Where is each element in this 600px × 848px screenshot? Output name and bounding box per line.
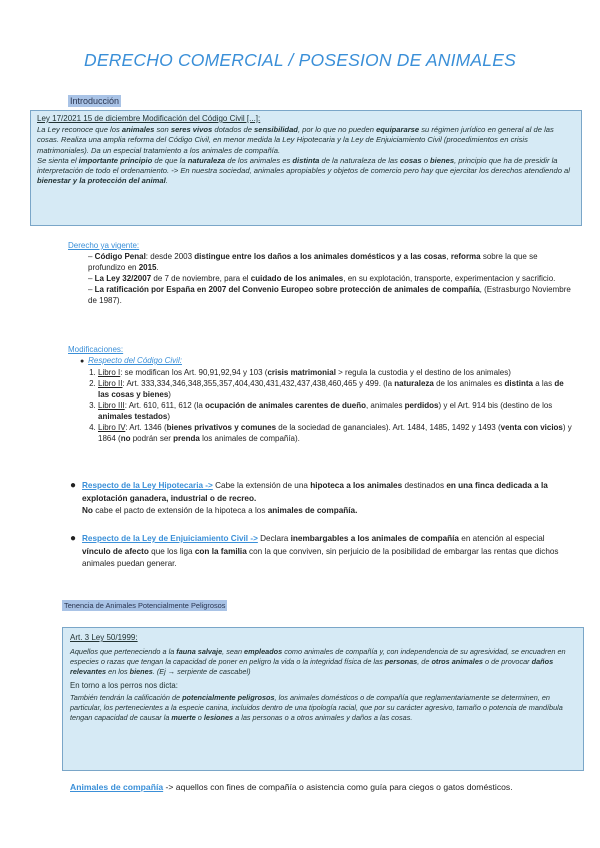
text-run: animales testados (98, 412, 168, 421)
text-run: Libro II (98, 379, 123, 388)
text-run: distinta (292, 155, 320, 165)
intro-box (30, 110, 582, 226)
text-run: , animales (365, 401, 405, 410)
text-run: : se modifican los Art. 90,91,92,94 y 103 ( (120, 368, 268, 377)
text-run: distinta (504, 379, 533, 388)
text-run: Aquellos que perteneciendo a la (70, 647, 177, 656)
text-run: perdidos (404, 401, 439, 410)
text-run: No (82, 506, 93, 515)
text-run: en atención al especial (459, 534, 545, 543)
text-run: lesiones (203, 713, 234, 722)
text-run: personas (384, 657, 418, 666)
text-run: – (88, 274, 95, 283)
list-item (98, 422, 573, 444)
text-run: 2015 (138, 263, 157, 272)
intro-paragraph-2 (37, 156, 575, 187)
text-run: , principio que ha de presidir la interpretación de todo el ordenamiento. -> En nuestra sociedad, animales apropiables y objetos de comercio pero hay que ejercitar los derechos atendiendo al (37, 155, 570, 176)
tenencia-box (62, 627, 584, 771)
text-run: , sean (222, 647, 245, 656)
text-run: bienestar y la protección del animal (37, 176, 166, 186)
text-run: : Art. 333,334,346,348,355,357,404,430,431,432,437,438,460,465 y 499. (la (122, 379, 395, 388)
animales-compania (70, 780, 590, 795)
hipotecaria-item (70, 480, 568, 518)
text-run: son (154, 125, 171, 135)
modificaciones-section (68, 344, 573, 444)
text-run: empleados (244, 647, 283, 656)
text-run: podrán ser (130, 434, 174, 443)
text-run: venta con vicios (500, 423, 563, 432)
page-title: DERECHO COMERCIAL / POSESION DE ANIMALES (84, 50, 516, 70)
text-run: distingue entre los daños a los animales domésticos y a las cosas (194, 252, 447, 261)
text-run: , (446, 252, 451, 261)
enjuiciamiento-item (70, 533, 568, 571)
text-run: a las (533, 379, 555, 388)
text-run: de los animales es (225, 155, 293, 165)
text-run: , los animales domésticos o de compañía que reglamentariamente se determinen, en particular, los pertenecientes a la especie canina, incluidos dentro de una tipología racial, que por su carácter agresivo, tamaño o potencia de mandíbula tengan capacidad de causar la (70, 693, 563, 722)
modificaciones-label: Modificaciones: (68, 345, 124, 354)
text-run: prenda (173, 434, 200, 443)
text-run: destinados (402, 481, 447, 490)
text-run: o de provocar (482, 657, 532, 666)
text-run: ) (167, 412, 171, 421)
list-item (98, 378, 573, 400)
tenencia-heading (62, 601, 227, 610)
vigente-item (68, 284, 573, 306)
text-run: otros animales (431, 657, 483, 666)
text-run: que los liga (148, 546, 195, 556)
text-run: , (Estrasburgo Noviembre de 1987). (88, 285, 571, 305)
text-run: : Art. 610, 611, 612 (la (124, 401, 206, 410)
tenencia-paragraph-1 (70, 647, 576, 677)
animales-compania-text: -> aquellos con fines de compañía o asistencia como guía para ciegos o gatos domésticos. (163, 782, 513, 792)
text-run: La Ley reconoce que los (37, 125, 122, 135)
text-run: daños relevantes (70, 657, 554, 676)
text-run: , en su explotación, transporte, experimentacion y sacrificio. (343, 274, 556, 283)
list-item (98, 367, 573, 378)
text-run: sobre la que se profundizo en (88, 252, 538, 272)
text-run: cosas (400, 155, 422, 165)
intro-paragraph-1 (37, 125, 575, 156)
animales-compania-label: Animales de compañía (70, 782, 164, 792)
text-run: cabe el pacto de extensión de la hipoteca a los (92, 506, 268, 515)
text-run: potencialmente peligrosos (182, 693, 275, 702)
text-run: – (88, 252, 95, 261)
text-run: Código Penal (94, 252, 146, 261)
text-run: o (421, 155, 431, 165)
text-run: También tendrán la calificación de (70, 693, 183, 702)
cc-label: Respecto del Código Civil: (88, 356, 182, 365)
text-run: bienes privativos y comunes (166, 423, 277, 432)
law-header: Ley 17/2021 15 de diciembre Modificación del Código Civil [...]: (37, 114, 261, 123)
text-run: importante principio (78, 155, 153, 165)
enjuiciamiento-text (82, 534, 559, 568)
text-run: los animales de compañía). (199, 434, 300, 443)
text-run: naturaleza (394, 379, 434, 388)
text-run: ) y el Art. 914 bis (destino de los (438, 401, 553, 410)
text-run: . (Ej → serpiente de cascabel) (152, 667, 251, 676)
vigente-section (68, 240, 573, 306)
bullet-icon: ● (80, 358, 89, 365)
text-run: de que la (152, 155, 188, 165)
text-run: La ratificación por España en 2007 del Convenio Europeo sobre protección de animales de compañía (94, 285, 480, 294)
text-run: La Ley 32/2007 (94, 274, 152, 283)
text-run: de las cosas y bienes (98, 379, 564, 399)
text-run: : Art. 1346 ( (125, 423, 167, 432)
text-run: hipoteca a los animales (310, 481, 403, 490)
text-run: seres vivos (170, 125, 213, 135)
text-run: como animales de compañía y, con independencia de su agresividad, se encuadren en especies o razas que tengan la capacidad de poner en peligro la vida o la integridad física de las (70, 647, 566, 666)
text-run: , de (417, 657, 432, 666)
text-run: – (88, 285, 95, 294)
text-run: con la familia (194, 546, 247, 556)
text-run: de los animales es (433, 379, 505, 388)
vigente-label: Derecho ya vigente: (68, 241, 140, 250)
text-run: dotados de (212, 125, 255, 135)
cc-heading (68, 355, 573, 367)
vigente-item (68, 273, 573, 284)
perros-label: En torno a los perros nos dicta: (70, 681, 178, 690)
text-run: ocupación de animales carentes de dueño (205, 401, 366, 410)
section-link[interactable]: Respecto de la Ley de Enjuiciamiento Civil -> (82, 534, 258, 543)
text-run: a las personas o a otros animales y daños a las cosas. (233, 713, 413, 722)
text-run: ) y 1864 ( (98, 423, 572, 443)
text-run: su régimen jurídico en general al de las cosas. Realiza una amplia reforma del Código Civil, en menor medida la Ley Hipotecaria y la Ley de Enjuiciamiento Civil (procedimientos en crisis matrimoniales). Da un especial tratamiento a los animales de compañía. (37, 125, 554, 155)
text-run: crisis matrimonial (267, 368, 336, 377)
text-run: : desde 2003 (145, 252, 195, 261)
vigente-item (68, 251, 573, 273)
text-run: . (165, 176, 168, 186)
text-run: en los (106, 667, 130, 676)
text-run: con la que conviven, sin perjuicio de la posibilidad de embargar las rentas que dichos animales puedan generar. (82, 546, 559, 568)
text-run: Libro I (98, 368, 121, 377)
text-run: de la naturaleza de las (319, 155, 401, 165)
text-run: de 7 de noviembre, para el (151, 274, 251, 283)
intro-label: Introducción (70, 96, 120, 106)
intro-heading (68, 91, 121, 109)
art-header: Art. 3 Ley 50/1999: (70, 633, 138, 642)
text-run: fauna salvaje (176, 647, 223, 656)
list-item (98, 400, 573, 422)
libros-list (68, 367, 573, 444)
tenencia-label: Tenencia de Animales Potencialmente Peligrosos (64, 601, 226, 610)
hipotecaria-text (82, 481, 548, 515)
text-run: no (120, 434, 131, 443)
bullet-icon: ● (70, 480, 77, 491)
text-run: ) (168, 390, 171, 399)
bullet-icon: ● (70, 533, 77, 544)
tenencia-paragraph-2 (70, 693, 576, 723)
text-run: muerte (171, 713, 196, 722)
section-link[interactable]: Respecto de la Ley Hipotecaria -> (82, 481, 213, 490)
text-run: sensibilidad (254, 125, 298, 135)
text-run: Se sienta el (37, 155, 79, 165)
text-run: vínculo de afecto (82, 546, 149, 556)
text-run: equipararse (376, 125, 420, 135)
text-run: naturaleza (187, 155, 226, 165)
text-run: > regula la custodia y el destino de los animales) (335, 368, 511, 377)
text-run: bienes (129, 667, 153, 676)
text-run: animales (121, 125, 155, 135)
text-run: o (195, 713, 204, 722)
text-run: Libro IV (98, 423, 126, 432)
text-run: reforma (450, 252, 481, 261)
text-run: animales de compañía. (267, 506, 358, 515)
text-run: Libro III (98, 401, 125, 410)
text-run: bienes (430, 155, 455, 165)
text-run: de la sociedad de gananciales). Art. 1484, 1485, 1492 y 1493 ( (276, 423, 501, 432)
text-run: Declara (257, 534, 291, 543)
text-run: Cabe la extensión de una (212, 481, 311, 490)
text-run: cuidado de los animales (250, 274, 344, 283)
text-run: inembargables a los animales de compañía (290, 534, 459, 543)
text-run: . (156, 263, 159, 272)
text-run: en una finca dedicada a la explotación ganadera, industrial o de recreo. (82, 481, 548, 503)
text-run: , por lo que no pueden (297, 125, 377, 135)
